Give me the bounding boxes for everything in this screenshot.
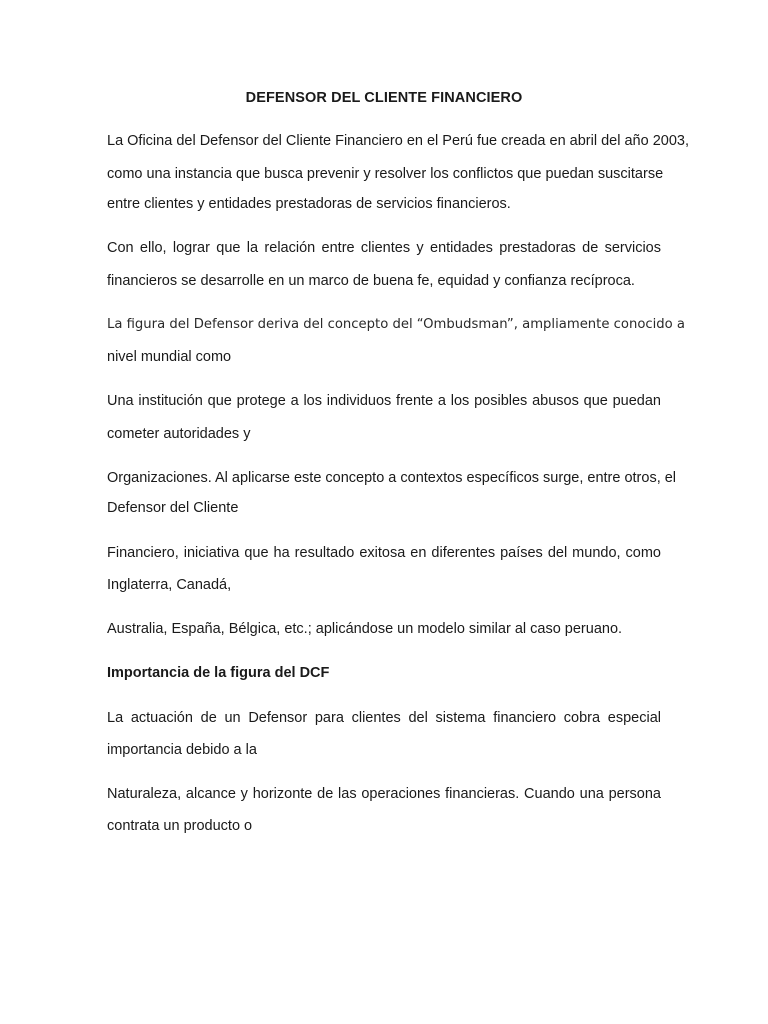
paragraph-line: como una instancia que busca prevenir y resolver los conflictos que puedan suscitarse xyxy=(107,166,664,182)
paragraph-line: Organizaciones. Al aplicarse este concepto a contextos específicos surge, entre otros, el xyxy=(107,470,677,486)
paragraph-line: importancia debido a la xyxy=(107,742,257,758)
paragraph-line: Inglaterra, Canadá, xyxy=(107,577,232,593)
paragraph-line: Con ello, lograr que la relación entre clientes y entidades prestadoras de servicios xyxy=(107,240,661,256)
paragraph-line: nivel mundial como xyxy=(107,349,232,365)
paragraph-line: cometer autoridades y xyxy=(107,426,251,442)
paragraph-line: Defensor del Cliente xyxy=(107,500,239,516)
paragraph-line: entre clientes y entidades prestadoras de servicios financieros. xyxy=(107,196,511,212)
paragraph-line: financieros se desarrolle en un marco de buena fe, equidad y confianza recíproca. xyxy=(107,273,635,289)
document-title: DEFENSOR DEL CLIENTE FINANCIERO xyxy=(245,90,523,106)
paragraph-line: La figura del Defensor deriva del concepto del “Ombudsman”, ampliamente conocido a xyxy=(107,317,686,332)
paragraph-line: contrata un producto o xyxy=(107,818,253,834)
paragraph-line: Australia, España, Bélgica, etc.; aplicándose un modelo similar al caso peruano. xyxy=(107,621,623,637)
paragraph-line: Naturaleza, alcance y horizonte de las operaciones financieras. Cuando una persona xyxy=(107,786,661,802)
paragraph-line: Una institución que protege a los individuos frente a los posibles abusos que puedan xyxy=(107,393,661,409)
paragraph-line: La actuación de un Defensor para clientes del sistema financiero cobra especial xyxy=(107,710,661,726)
paragraph-line: La Oficina del Defensor del Cliente Financiero en el Perú fue creada en abril del año 2003, xyxy=(107,133,689,149)
section-heading: Importancia de la figura del DCF xyxy=(107,665,330,681)
paragraph-line: Financiero, iniciativa que ha resultado exitosa en diferentes países del mundo, como xyxy=(107,545,661,561)
